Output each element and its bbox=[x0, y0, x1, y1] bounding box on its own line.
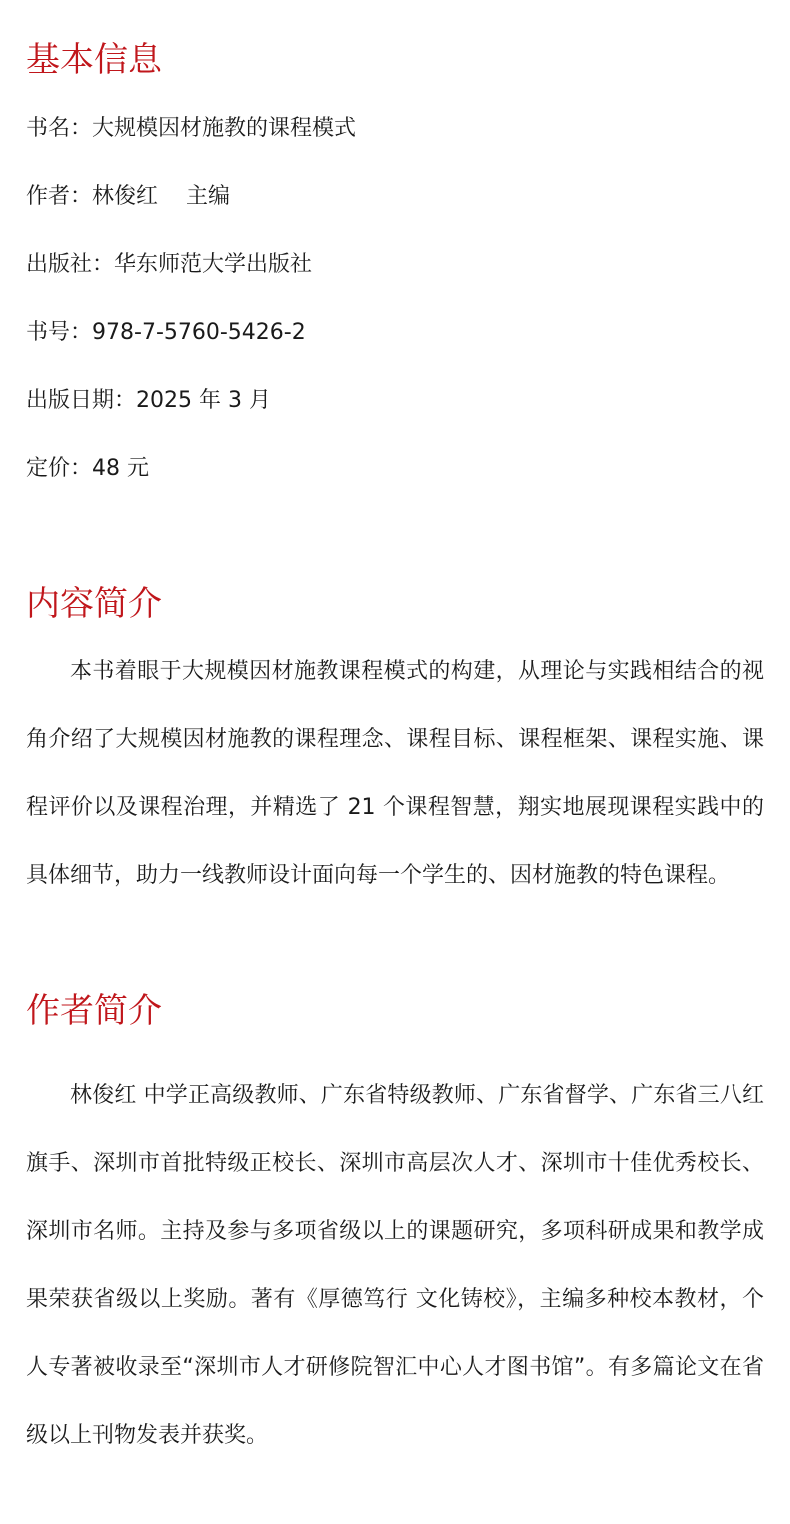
info-label: 作者： bbox=[26, 184, 93, 209]
info-value: 大规模因材施教的课程模式 bbox=[92, 116, 357, 141]
info-label: 书名： bbox=[26, 116, 93, 141]
info-row-title bbox=[26, 114, 356, 144]
info-label: 定价： bbox=[26, 456, 93, 481]
info-value: 2025 年 3 月 bbox=[136, 388, 271, 413]
info-row-price bbox=[26, 454, 356, 484]
info-row-author bbox=[26, 182, 356, 212]
info-value: 华东师范大学出版社 bbox=[114, 252, 313, 277]
author-paragraph: 林俊红 中学正高级教师、广东省特级教师、广东省督学、广东省三八红旗手、深圳市首批特级正校长、深圳市高层次人才、深圳市十佳优秀校长、深圳市名师。主持及参与多项省级以上的课题研究，多项科研成果和教学成果荣获省级以上奖励。著有《厚德笃行 文化铸校》，主编多种校本教材，个人专著被收录至“深圳市人才研修院智汇中心人才图书馆”。有多篇论文在省级以上刊物发表并获奖。 bbox=[26, 1083, 764, 1448]
basic-info-heading: 基本信息 bbox=[26, 40, 162, 80]
info-row-isbn bbox=[26, 318, 356, 348]
info-label: 书号： bbox=[26, 320, 93, 345]
info-row-publisher bbox=[26, 250, 356, 280]
info-label: 出版社： bbox=[26, 252, 115, 277]
info-extra: 主编 bbox=[186, 184, 231, 209]
summary-heading: 内容简介 bbox=[26, 584, 162, 624]
info-value: 978-7-5760-5426-2 bbox=[92, 320, 306, 345]
info-row-publish-date bbox=[26, 386, 356, 416]
basic-info-list bbox=[26, 114, 356, 522]
info-label: 出版日期： bbox=[26, 388, 137, 413]
info-value: 林俊红 bbox=[92, 184, 159, 209]
summary-paragraph: 本书着眼于大规模因材施教课程模式的构建，从理论与实践相结合的视角介绍了大规模因材施教的课程理念、课程目标、课程框架、课程实施、课程评价以及课程治理，并精选了 21 个课程智慧，翔实地展现课程实践中的具体细节，助力一线教师设计面向每一个学生的、因材施教的特色课程。 bbox=[26, 659, 764, 888]
info-value: 48 元 bbox=[92, 456, 150, 481]
author-heading: 作者简介 bbox=[26, 991, 162, 1031]
